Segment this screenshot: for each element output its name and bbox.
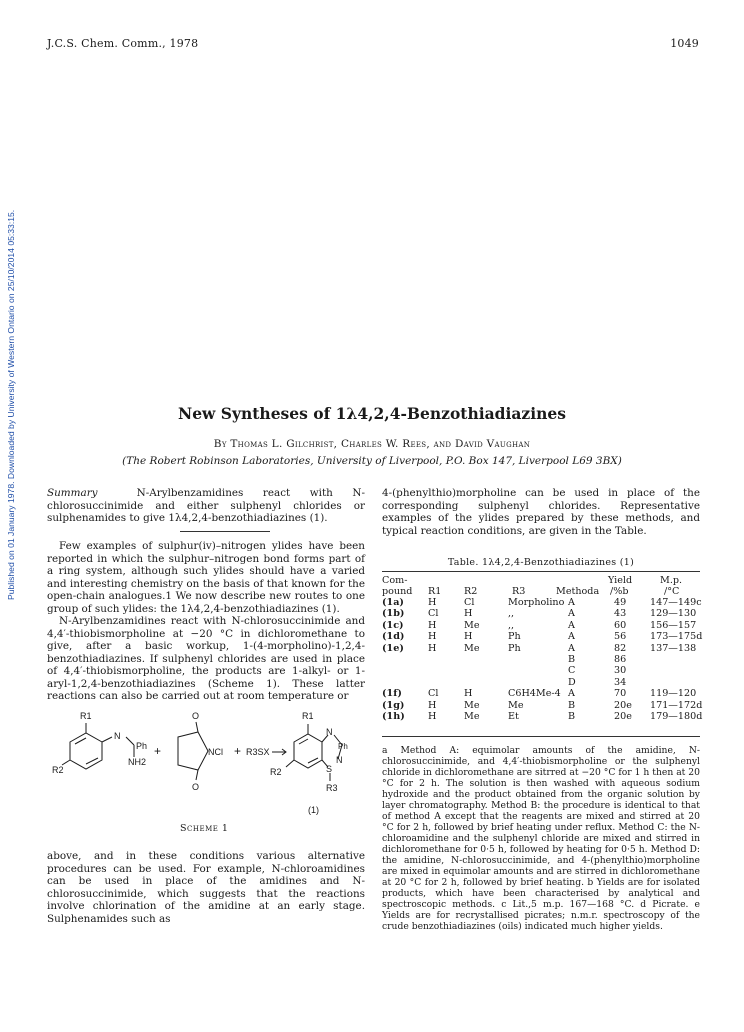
cell-yield: 43 <box>614 608 627 620</box>
cell-method: A <box>568 608 575 620</box>
cell-yield: 49 <box>614 597 627 608</box>
intro-paragraph <box>47 540 365 615</box>
cell-r3: ,, <box>508 619 515 631</box>
cell-r1: H <box>428 597 437 608</box>
table-body <box>382 597 703 732</box>
cell-compound: (1g) <box>382 699 405 711</box>
table-row <box>382 688 700 699</box>
cell-yield: 70 <box>614 688 627 700</box>
cell-compound: (1c) <box>382 619 404 631</box>
cell-method: A <box>568 688 575 700</box>
th-yield-1: Yield <box>608 575 633 586</box>
cell-compound: (1b) <box>382 608 405 620</box>
summary-label: Summary <box>47 487 98 499</box>
continued-text: above, and in these conditions various alternative procedures can be used. For example, N-chloroamidines can be used in place of the amidines and N-chlorosuccinimide, which suggests that the reactions involve chlorination of the amidine at an early stage. Sulphenamides such as <box>47 850 365 925</box>
ncs-structure <box>178 722 208 780</box>
cell-mp: 179—180d <box>650 711 703 722</box>
carbonyl-o-top: O <box>192 711 200 721</box>
cell-r1: Cl <box>428 608 439 620</box>
cell-yield: 20e <box>614 699 632 711</box>
cell-yield: 56 <box>614 631 627 643</box>
cell-method: A <box>568 631 575 643</box>
running-header: J.C.S. Chem. Comm., 1978 <box>47 37 199 50</box>
cell-compound: (1d) <box>382 631 405 643</box>
th-mp-1: M.p. <box>660 575 683 586</box>
cell-r3: Ph <box>508 631 521 643</box>
table-row <box>382 677 700 688</box>
table-bottom-rule <box>382 736 700 737</box>
cell-mp: 147—149c <box>650 597 702 608</box>
summary-text: N-Arylbenzamidines react with N-chlorosuccinimide and either sulphenyl chlorides or sulphenamides to give 1λ4,2,4-benzothiadiazines (1). <box>47 487 365 524</box>
nh2-label: NH2 <box>128 757 147 767</box>
cell-mp: 173—175d <box>650 631 703 643</box>
cell-mp: 137—138 <box>650 642 697 654</box>
benzothiadiazine-structure <box>286 724 342 781</box>
download-notice-text[interactable]: Published on 01 January 1978. Downloaded by University of Western Ontario on 25/10/2014 05:33:15. <box>6 209 16 600</box>
summary-divider <box>180 531 270 532</box>
cell-r2: H <box>464 688 473 700</box>
cell-method: C <box>568 665 576 677</box>
cell-method: B <box>568 699 576 711</box>
cell-method: A <box>568 619 575 631</box>
sulfenyl-reagent: R3SX <box>246 747 270 757</box>
table-top-rule <box>382 571 700 572</box>
cell-r2: H <box>464 608 473 620</box>
r3-label: R3 <box>326 783 338 793</box>
cell-r3: ,, <box>508 608 515 620</box>
cell-yield: 30 <box>614 665 627 677</box>
th-r1: R1 <box>428 586 442 597</box>
cell-r2: Me <box>464 642 480 654</box>
r1-label-left: R1 <box>80 711 92 721</box>
cell-yield: 60 <box>614 619 627 631</box>
cell-yield: 82 <box>614 642 627 654</box>
table-row <box>382 631 703 643</box>
cell-compound: (1a) <box>382 597 404 608</box>
cell-yield: 20e <box>614 711 632 722</box>
cell-mp: 171—172d <box>650 699 703 711</box>
right-paragraph-text: 4-(phenylthio)morpholine can be used in place of the corresponding sulphenyl chlorides. Representative examples of the ylides prepared by these methods, and typical reaction conditions, are given in the Table. <box>382 487 700 537</box>
cell-mp: 119—120 <box>650 688 697 700</box>
ph-label-left: Ph <box>136 741 148 751</box>
cell-compound: (1f) <box>382 688 402 700</box>
carbonyl-o-bottom: O <box>192 782 200 792</box>
article-title: New Syntheses of 1λ4,2,4-Benzothiadiazines <box>178 404 566 423</box>
cell-method: B <box>568 711 576 722</box>
method-paragraph <box>47 615 365 703</box>
cell-r2: Me <box>464 711 480 722</box>
continued-paragraph <box>47 850 365 925</box>
table-row <box>382 711 703 722</box>
s-plus-label: S <box>326 764 333 774</box>
cell-r2: Me <box>464 619 480 631</box>
right-paragraph <box>382 487 700 537</box>
cell-r1: H <box>428 631 437 643</box>
cell-method: B <box>568 654 576 665</box>
plus-sign-2: + <box>234 744 242 758</box>
cell-method: A <box>568 597 575 608</box>
table-row <box>382 665 700 676</box>
cell-r2: H <box>464 631 473 643</box>
cell-r3: Ph <box>508 642 521 654</box>
table-footnotes <box>382 745 700 932</box>
cell-yield: 34 <box>614 676 627 688</box>
table-row <box>382 643 700 654</box>
cell-r3: C6H4Me-4 <box>508 688 561 700</box>
ph-label-right: Ph <box>338 742 348 751</box>
cell-method: D <box>568 676 576 688</box>
reaction-scheme <box>50 697 350 817</box>
cell-r1: H <box>428 711 437 722</box>
table-row <box>382 654 700 665</box>
th-compound-1: Com- <box>382 575 408 586</box>
table-row <box>382 608 700 619</box>
th-r2: R2 <box>464 586 478 597</box>
cell-r3: Me <box>508 699 524 711</box>
cell-r2: Cl <box>464 597 475 608</box>
cell-r1: H <box>428 619 437 631</box>
summary <box>47 487 365 525</box>
cell-mp: 129—130 <box>650 608 697 620</box>
cell-method: A <box>568 642 575 654</box>
footnotes-text: a Method A: equimolar amounts of the amidine, N-chlorosuccinimide, and 4,4′-thiobismorpholine or the sulphenyl chloride in dichloromethane are sitrred at −20 °C for 1 h then at 20 °C for 2 h. The solution is then washed with aqueous sodium hydroxide and the product obtained from the organic solution by layer chromatography. Method B: the procedure is identical to that of method A except that the reagents are mixed and stirred at 20 °C for 2 h, followed by brief heating under reflux. Method C: the N-chloroamidine and the sulphenyl chloride are mixed and stirred in dichloromethane for 0·5 h, followed by heating for 0·5 h. Method D: the amidine, N-chlorosuccinimide, and 4-(phenylthio)morpholine are mixed in equimolar amounts and are stirred in dichloromethane at 20 °C for 2 h, followed by brief heating. b Yields are for isolated products, which have been characterised by analytical and spectroscopic methods. c Lit.,5 m.p. 167—168 °C. d Picrate. e Yields are for recrystallised picrates; n.m.r. spectroscopy of the crude benzothiadiazines (oils) indicated much higher yields. <box>382 745 700 932</box>
table-row <box>382 620 700 631</box>
cell-r1: Cl <box>428 688 439 700</box>
th-mp-2: /°C <box>664 586 680 597</box>
th-r3: R3 <box>512 586 526 597</box>
r2-label-left: R2 <box>52 765 64 775</box>
table-row <box>382 699 703 711</box>
cell-r3: Et <box>508 711 519 722</box>
r2-label-right: R2 <box>270 767 282 777</box>
n-minus-label: N <box>336 755 343 765</box>
ncl-label: NCl <box>208 747 223 757</box>
cell-yield: 86 <box>614 654 627 665</box>
article-affiliation: (The Robert Robinson Laboratories, University of Liverpool, P.O. Box 147, Liverpool L69 3BX) <box>122 455 622 467</box>
r1-label-right: R1 <box>302 711 314 721</box>
n-label-left: N <box>114 731 121 741</box>
table-title: Table. 1λ4,2,4-Benzothiadiazines (1) <box>447 557 635 568</box>
reaction-arrow <box>272 749 286 755</box>
cell-r1: H <box>428 699 437 711</box>
page-number: 1049 <box>670 37 699 50</box>
th-yield-2: /%b <box>610 586 629 597</box>
n-label-right: N <box>326 727 333 737</box>
method-text: N-Arylbenzamidines react with N-chlorosuccinimide and 4,4′-thiobismorpholine at −20 °C in dichloromethane to give, after a basic workup, 1-(4-morpholino)-1,2,4-benzothiadiazines. If sulphenyl chlorides are used in place of 4,4′-thiobismorpholine, the products are 1-alkyl- or 1-aryl-1,2,4-benzothiadiazines (Scheme 1). These latter reactions can also be carried out at room temperature or <box>47 615 365 702</box>
cell-r1: H <box>428 642 437 654</box>
cell-r2: Me <box>464 699 480 711</box>
cell-compound: (1h) <box>382 711 405 722</box>
intro-text: Few examples of sulphur(iv)–nitrogen ylides have been reported in which the sulphur–nitrogen bond forms part of a ring system, although such ylides should have a varied and interesting chemistry on the basis of that known for the open-chain analogues.1 We now describe new routes to one group of such ylides: the 1λ4,2,4-benzothiadiazines (1). <box>47 540 365 615</box>
compound-number: (1) <box>308 805 319 815</box>
cell-mp: 156—157 <box>650 619 697 631</box>
th-method: Methoda <box>556 586 600 597</box>
th-compound-2: pound <box>382 586 413 597</box>
table-row <box>382 597 700 608</box>
cell-r3: Morpholino <box>508 597 565 608</box>
plus-sign-1: + <box>154 744 162 758</box>
amidine-structure <box>62 723 134 769</box>
cell-compound: (1e) <box>382 642 404 654</box>
scheme-caption: Scheme 1 <box>180 823 229 834</box>
article-authors: By Thomas L. Gilchrist, Charles W. Rees, and David Vaughan <box>213 438 531 450</box>
